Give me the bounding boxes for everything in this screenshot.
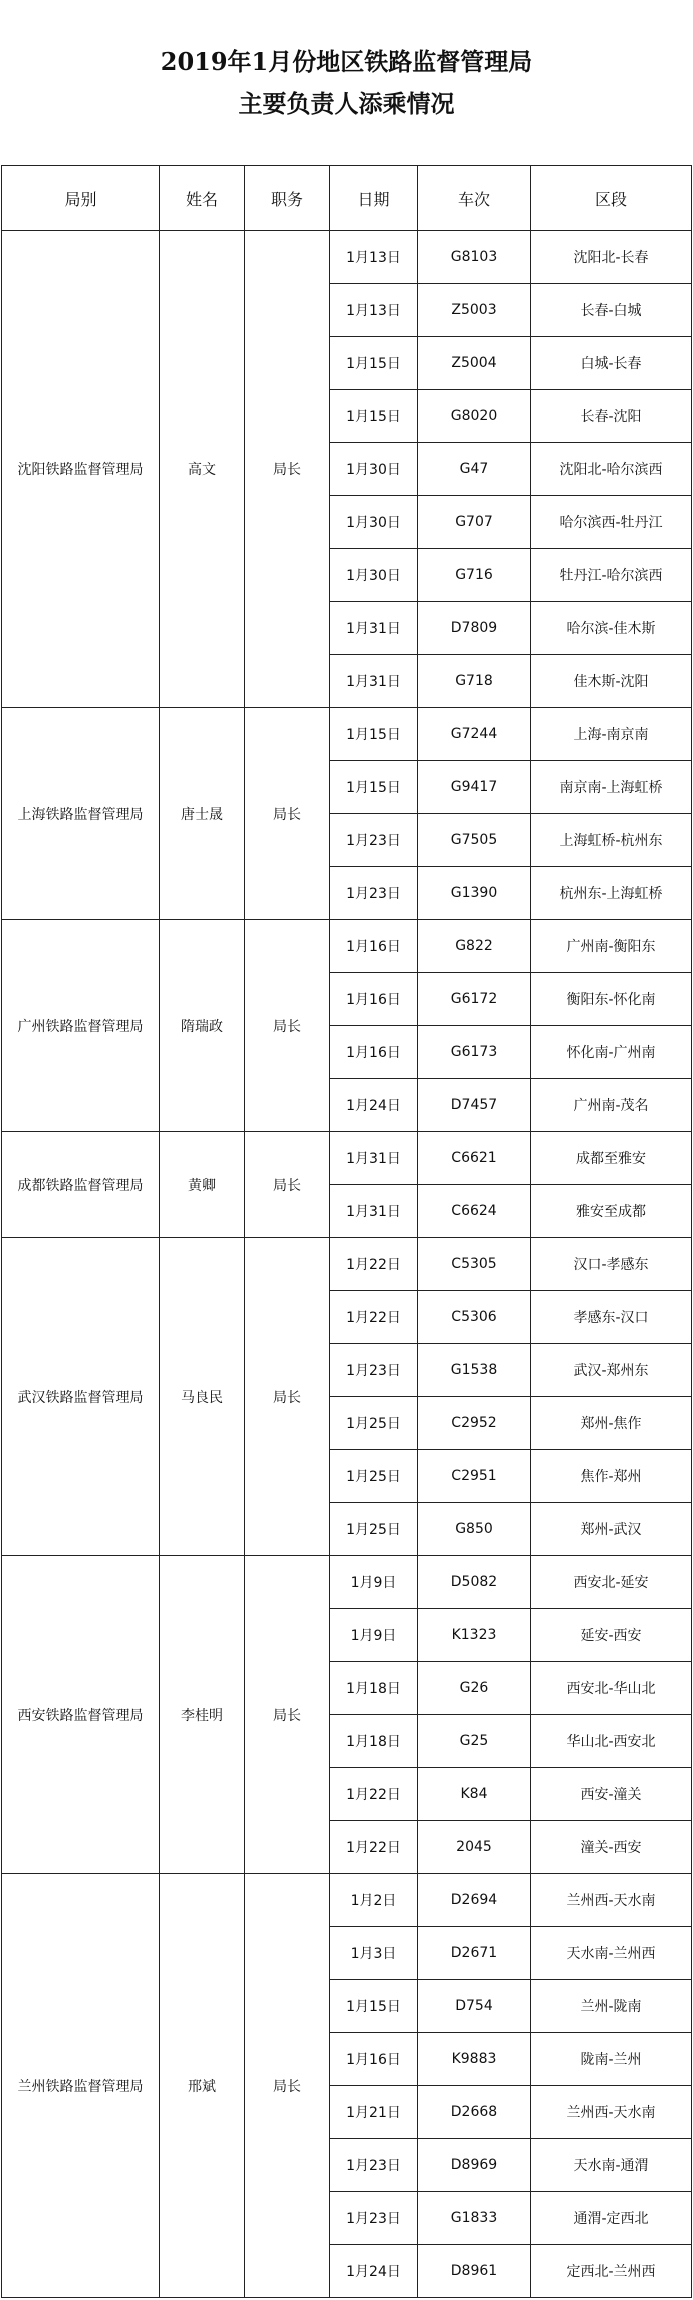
date-cell: 1月25日	[330, 1503, 418, 1556]
person-name-cell: 李桂明	[160, 1556, 245, 1874]
date-cell: 1月9日	[330, 1609, 418, 1662]
section-cell: 西安-潼关	[531, 1768, 692, 1821]
date-cell: 1月31日	[330, 1185, 418, 1238]
section-cell: 定西北-兰州西	[531, 2245, 692, 2298]
date-cell: 1月25日	[330, 1397, 418, 1450]
date-cell: 1月23日	[330, 2192, 418, 2245]
train-number-cell: G25	[418, 1715, 531, 1768]
train-number-cell: G6172	[418, 973, 531, 1026]
person-name-cell: 隋瑞政	[160, 920, 245, 1132]
person-name-cell: 马良民	[160, 1238, 245, 1556]
train-number-cell: C2952	[418, 1397, 531, 1450]
train-number-cell: G1538	[418, 1344, 531, 1397]
date-cell: 1月13日	[330, 231, 418, 284]
train-number-cell: C5306	[418, 1291, 531, 1344]
train-number-cell: C5305	[418, 1238, 531, 1291]
section-cell: 怀化南-广州南	[531, 1026, 692, 1079]
section-cell: 孝感东-汉口	[531, 1291, 692, 1344]
person-name-cell: 高文	[160, 231, 245, 708]
date-cell: 1月21日	[330, 2086, 418, 2139]
date-cell: 1月15日	[330, 761, 418, 814]
section-cell: 哈尔滨-佳木斯	[531, 602, 692, 655]
section-cell: 天水南-通渭	[531, 2139, 692, 2192]
table-row	[2, 1132, 692, 1185]
date-cell: 1月22日	[330, 1768, 418, 1821]
section-cell: 郑州-焦作	[531, 1397, 692, 1450]
section-cell: 广州南-茂名	[531, 1079, 692, 1132]
section-cell: 牡丹江-哈尔滨西	[531, 549, 692, 602]
header-section: 区段	[531, 166, 692, 231]
bureau-cell: 兰州铁路监督管理局	[2, 1874, 160, 2298]
section-cell: 南京南-上海虹桥	[531, 761, 692, 814]
train-number-cell: C2951	[418, 1450, 531, 1503]
train-number-cell: G850	[418, 1503, 531, 1556]
train-number-cell: G9417	[418, 761, 531, 814]
person-name-cell: 黄卿	[160, 1132, 245, 1238]
date-cell: 1月31日	[330, 1132, 418, 1185]
train-number-cell: G47	[418, 443, 531, 496]
train-number-cell: D7809	[418, 602, 531, 655]
date-cell: 1月16日	[330, 973, 418, 1026]
train-number-cell: D2668	[418, 2086, 531, 2139]
section-cell: 西安北-华山北	[531, 1662, 692, 1715]
section-cell: 杭州东-上海虹桥	[531, 867, 692, 920]
person-name-cell: 邢斌	[160, 1874, 245, 2298]
train-number-cell: Z5003	[418, 284, 531, 337]
header-date: 日期	[330, 166, 418, 231]
table-row	[2, 708, 692, 761]
position-cell: 局长	[245, 231, 330, 708]
train-number-cell: C6624	[418, 1185, 531, 1238]
person-name-cell: 唐士晟	[160, 708, 245, 920]
train-number-cell: C6621	[418, 1132, 531, 1185]
table-row	[2, 231, 692, 284]
date-cell: 1月24日	[330, 2245, 418, 2298]
section-cell: 潼关-西安	[531, 1821, 692, 1874]
header-position: 职务	[245, 166, 330, 231]
date-cell: 1月18日	[330, 1715, 418, 1768]
date-cell: 1月16日	[330, 1026, 418, 1079]
train-number-cell: D754	[418, 1980, 531, 2033]
date-cell: 1月13日	[330, 284, 418, 337]
train-number-cell: D7457	[418, 1079, 531, 1132]
section-cell: 广州南-衡阳东	[531, 920, 692, 973]
section-cell: 沈阳北-哈尔滨西	[531, 443, 692, 496]
section-cell: 白城-长春	[531, 337, 692, 390]
train-number-cell: G8020	[418, 390, 531, 443]
section-cell: 沈阳北-长春	[531, 231, 692, 284]
date-cell: 1月15日	[330, 337, 418, 390]
section-cell: 兰州西-天水南	[531, 2086, 692, 2139]
date-cell: 1月16日	[330, 920, 418, 973]
date-cell: 1月22日	[330, 1291, 418, 1344]
bureau-cell: 广州铁路监督管理局	[2, 920, 160, 1132]
train-number-cell: G7505	[418, 814, 531, 867]
section-cell: 哈尔滨西-牡丹江	[531, 496, 692, 549]
date-cell: 1月3日	[330, 1927, 418, 1980]
table-row	[2, 1238, 692, 1291]
date-cell: 1月15日	[330, 1980, 418, 2033]
table-row	[2, 1874, 692, 1927]
date-cell: 1月22日	[330, 1238, 418, 1291]
bureau-cell: 西安铁路监督管理局	[2, 1556, 160, 1874]
train-number-cell: G1390	[418, 867, 531, 920]
date-cell: 1月23日	[330, 2139, 418, 2192]
position-cell: 局长	[245, 1238, 330, 1556]
train-number-cell: Z5004	[418, 337, 531, 390]
train-number-cell: G8103	[418, 231, 531, 284]
date-cell: 1月23日	[330, 814, 418, 867]
date-cell: 1月18日	[330, 1662, 418, 1715]
header-bureau: 局别	[2, 166, 160, 231]
section-cell: 华山北-西安北	[531, 1715, 692, 1768]
train-number-cell: K84	[418, 1768, 531, 1821]
table-row	[2, 1556, 692, 1609]
section-cell: 焦作-郑州	[531, 1450, 692, 1503]
header-name: 姓名	[160, 166, 245, 231]
date-cell: 1月23日	[330, 867, 418, 920]
date-cell: 1月22日	[330, 1821, 418, 1874]
section-cell: 汉口-孝感东	[531, 1238, 692, 1291]
train-number-cell: K9883	[418, 2033, 531, 2086]
train-number-cell: D2671	[418, 1927, 531, 1980]
date-cell: 1月15日	[330, 708, 418, 761]
date-cell: 1月2日	[330, 1874, 418, 1927]
section-cell: 兰州-陇南	[531, 1980, 692, 2033]
train-number-cell: G1833	[418, 2192, 531, 2245]
section-cell: 武汉-郑州东	[531, 1344, 692, 1397]
date-cell: 1月23日	[330, 1344, 418, 1397]
date-cell: 1月31日	[330, 602, 418, 655]
train-number-cell: D8961	[418, 2245, 531, 2298]
section-cell: 成都至雅安	[531, 1132, 692, 1185]
train-number-cell: G6173	[418, 1026, 531, 1079]
section-cell: 衡阳东-怀化南	[531, 973, 692, 1026]
train-number-cell: G707	[418, 496, 531, 549]
section-cell: 长春-白城	[531, 284, 692, 337]
train-number-cell: G7244	[418, 708, 531, 761]
train-number-cell: G822	[418, 920, 531, 973]
bureau-cell: 武汉铁路监督管理局	[2, 1238, 160, 1556]
section-cell: 延安-西安	[531, 1609, 692, 1662]
bureau-cell: 上海铁路监督管理局	[2, 708, 160, 920]
section-cell: 郑州-武汉	[531, 1503, 692, 1556]
section-cell: 陇南-兰州	[531, 2033, 692, 2086]
inspection-table	[1, 165, 692, 2298]
train-number-cell: D8969	[418, 2139, 531, 2192]
position-cell: 局长	[245, 1556, 330, 1874]
train-number-cell: K1323	[418, 1609, 531, 1662]
date-cell: 1月16日	[330, 2033, 418, 2086]
document-title-line-1: 2019年1月份地区铁路监督管理局	[160, 47, 533, 76]
train-number-cell: G716	[418, 549, 531, 602]
table-body	[2, 231, 692, 2298]
train-number-cell: D2694	[418, 1874, 531, 1927]
table-header-row	[2, 166, 692, 231]
section-cell: 天水南-兰州西	[531, 1927, 692, 1980]
train-number-cell: G718	[418, 655, 531, 708]
document-title-line-2: 主要负责人添乘情况	[238, 89, 455, 118]
section-cell: 兰州西-天水南	[531, 1874, 692, 1927]
date-cell: 1月25日	[330, 1450, 418, 1503]
section-cell: 通渭-定西北	[531, 2192, 692, 2245]
date-cell: 1月30日	[330, 443, 418, 496]
date-cell: 1月24日	[330, 1079, 418, 1132]
bureau-cell: 成都铁路监督管理局	[2, 1132, 160, 1238]
train-number-cell: G26	[418, 1662, 531, 1715]
position-cell: 局长	[245, 708, 330, 920]
section-cell: 西安北-延安	[531, 1556, 692, 1609]
section-cell: 上海-南京南	[531, 708, 692, 761]
header-train: 车次	[418, 166, 531, 231]
date-cell: 1月15日	[330, 390, 418, 443]
position-cell: 局长	[245, 1132, 330, 1238]
date-cell: 1月9日	[330, 1556, 418, 1609]
train-number-cell: 2045	[418, 1821, 531, 1874]
section-cell: 佳木斯-沈阳	[531, 655, 692, 708]
position-cell: 局长	[245, 920, 330, 1132]
train-number-cell: D5082	[418, 1556, 531, 1609]
section-cell: 雅安至成都	[531, 1185, 692, 1238]
bureau-cell: 沈阳铁路监督管理局	[2, 231, 160, 708]
position-cell: 局长	[245, 1874, 330, 2298]
section-cell: 长春-沈阳	[531, 390, 692, 443]
date-cell: 1月30日	[330, 549, 418, 602]
section-cell: 上海虹桥-杭州东	[531, 814, 692, 867]
date-cell: 1月31日	[330, 655, 418, 708]
date-cell: 1月30日	[330, 496, 418, 549]
table-row	[2, 920, 692, 973]
